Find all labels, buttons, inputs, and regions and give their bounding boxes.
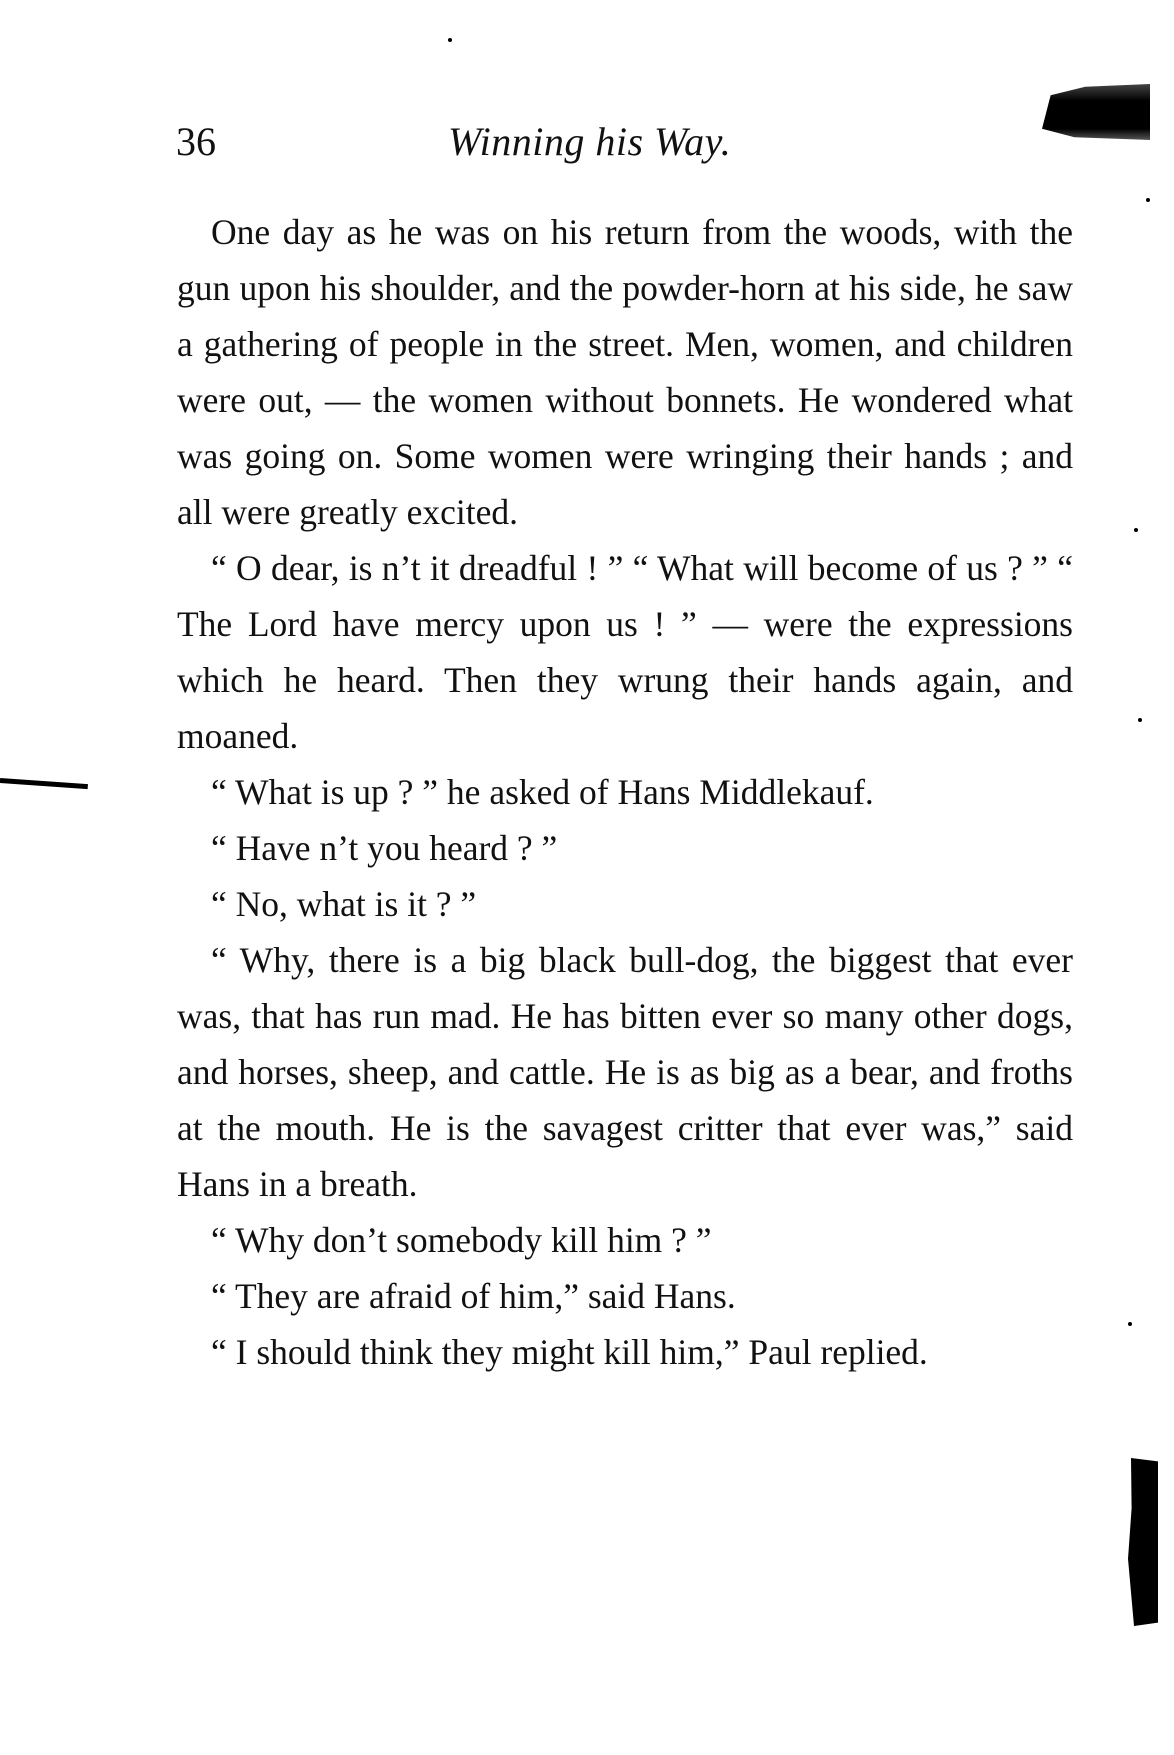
scan-artifact-dot xyxy=(1134,528,1138,532)
running-head xyxy=(0,112,1174,172)
scan-artifact-right-bar xyxy=(1128,1458,1158,1626)
scan-artifact-top-right xyxy=(1042,84,1150,140)
running-title: Winning his Way. xyxy=(448,119,732,164)
scan-artifact-dot xyxy=(448,38,452,42)
paragraph: “ Have n’t you heard ? ” xyxy=(211,828,558,868)
paragraph: “ Why, there is a big black bull-dog, the biggest that ever was, that has run mad. He has bitten ever so many other dogs, and horses, sheep, and cattle. He is as big as a bear, and froths at the mouth. He is the savagest critter that ever was,” said Hans in a breath. xyxy=(177,940,1073,1204)
paragraph: “ I should think they might kill him,” Paul replied. xyxy=(211,1332,928,1372)
paragraph: “ Why don’t somebody kill him ? ” xyxy=(211,1220,712,1260)
paragraph: “ They are afraid of him,” said Hans. xyxy=(211,1276,736,1316)
body-text xyxy=(177,204,1073,1380)
paragraph: One day as he was on his return from the woods, with the gun upon his shoulder, and the powder-horn at his side, he saw a gathering of people in the street. Men, women, and children were out, — the women without bonnets. He wondered what was going on. Some women were wringing their hands ; and all were greatly excited. xyxy=(177,212,1073,532)
scan-artifact-left-dash xyxy=(0,778,88,789)
scan-artifact-dot xyxy=(1128,1322,1132,1326)
scan-artifact-dot xyxy=(1146,198,1150,202)
paragraph: “ No, what is it ? ” xyxy=(211,884,477,924)
scan-artifact-dot xyxy=(1138,718,1142,722)
paragraph: “ What is up ? ” he asked of Hans Middlekauf. xyxy=(211,772,874,812)
paragraph: “ O dear, is n’t it dreadful ! ” “ What will become of us ? ” “ The Lord have mercy upon us ! ” — were the expressions which he heard. Then they wrung their hands again, and moaned. xyxy=(177,548,1073,756)
page-number: 36 xyxy=(176,119,216,164)
